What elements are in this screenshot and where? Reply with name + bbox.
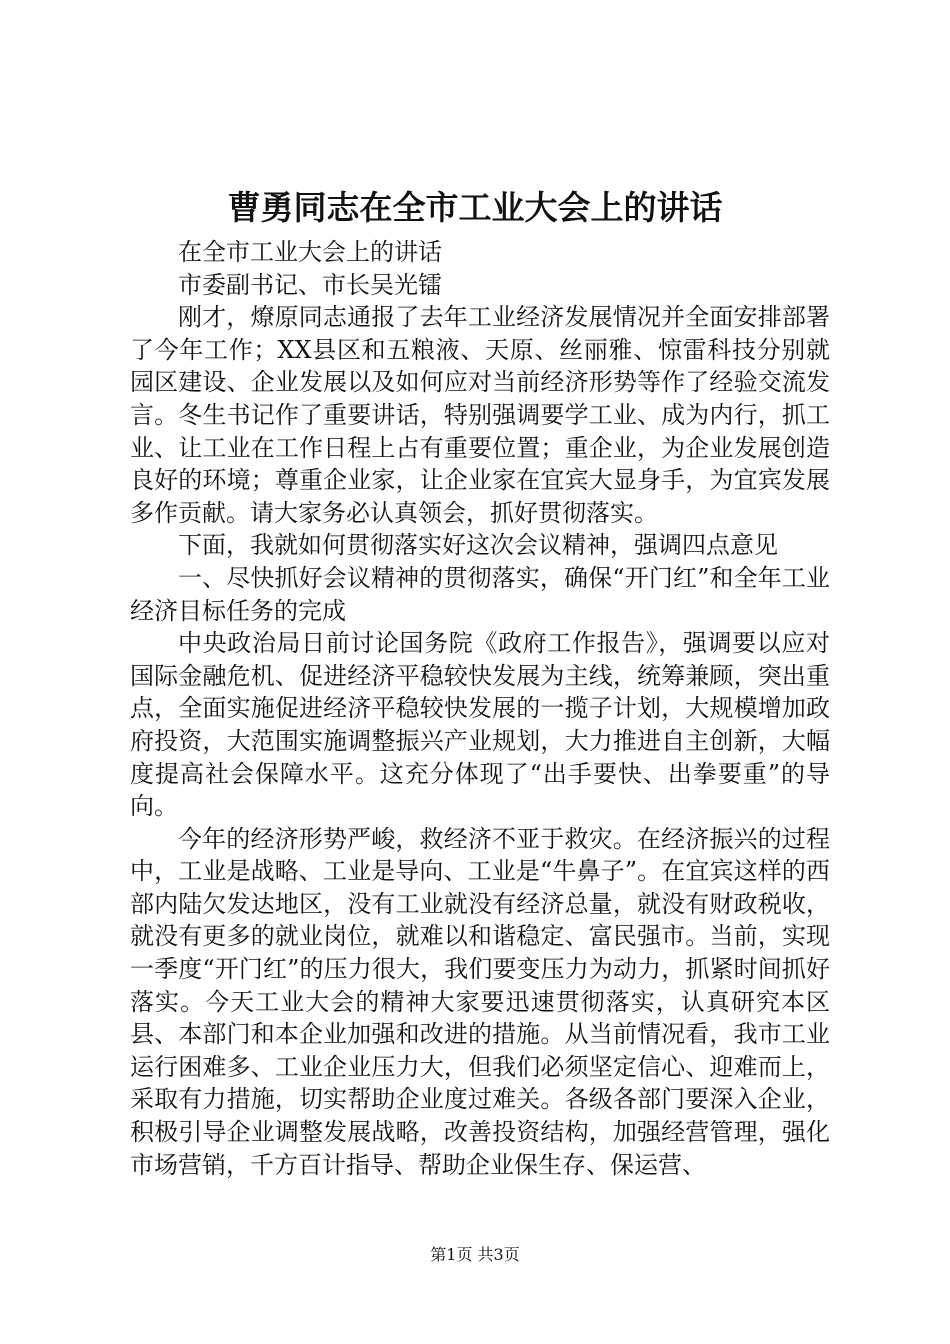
paragraph: 下面，我就如何贯彻落实好这次会议精神，强调四点意见: [178, 531, 778, 560]
document-title: 曹勇同志在全市工业大会上的讲话: [227, 188, 723, 227]
paragraph-speaker: 市委副书记、市长吴光镭: [178, 270, 442, 299]
paragraph: 中央政治局日前讨论国务院《政府工作报告》，强调要以应对国际金融危机、促进经济平稳较快发展为主线，统筹兼顾，突出重点，全面实施促进经济平稳较快发展的一揽子计划，大规模增加政府投资，大范围实施调整振兴产业规划，大力推进自主创新，大幅度提高社会保障水平。这充分体现了“出手要快、出拳要重”的导向。: [130, 629, 830, 821]
page-footer: 第1页 共3页: [430, 1245, 520, 1264]
paragraph-subtitle: 在全市工业大会上的讲话: [178, 238, 442, 266]
document-body: [130, 236, 830, 1181]
paragraph: 刚才，燎原同志通报了去年工业经济发展情况并全面安排部署了今年工作；XX县区和五粮液、天原、丝丽雅、惊雷科技分别就园区建设、企业发展以及如何应对当前经济形势等作了经验交流发言。冬生书记作了重要讲话，特别强调要学工业、成为内行，抓工业、让工业在工作日程上占有重要位置；重企业，为企业发展创造良好的环境；尊重企业家，让企业家在宜宾大显身手，为宜宾发展多作贡献。请大家务必认真领会，抓好贯彻落实。: [130, 303, 830, 527]
paragraph: 今年的经济形势严峻，救经济不亚于救灾。在经济振兴的过程中，工业是战略、工业是导向、工业是“牛鼻子”。在宜宾这样的西部内陆欠发达地区，没有工业就没有经济总量，就没有财政税收，就没有更多的就业岗位，就难以和谐稳定、富民强市。当前，实现一季度“开门红”的压力很大，我们要变压力为动力，抓紧时间抓好落实。今天工业大会的精神大家要迅速贯彻落实，认真研究本区县、本部门和本企业加强和改进的措施。从当前情况看，我市工业运行困难多、工业企业压力大，但我们必须坚定信心、迎难而上，采取有力措施，切实帮助企业度过难关。各级各部门要深入企业，积极引导企业调整发展战略，改善投资结构，加强经营管理，强化市场营销，千方百计指导、帮助企业保生存、保运营、: [130, 824, 830, 1179]
section-heading: 一、尽快抓好会议精神的贯彻落实，确保“开门红”和全年工业经济目标任务的完成: [130, 563, 830, 625]
